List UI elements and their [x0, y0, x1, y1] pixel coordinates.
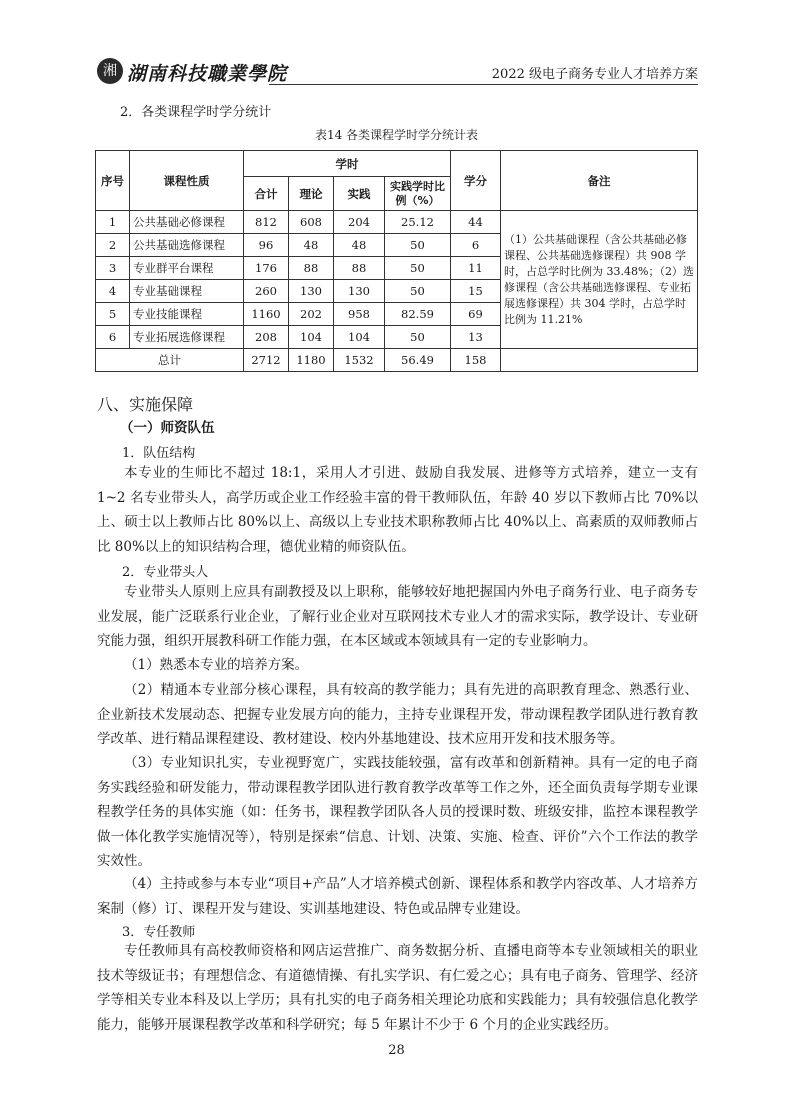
cell-no: 5	[96, 303, 130, 326]
cell-practice: 130	[334, 280, 385, 303]
header-divider	[269, 84, 698, 85]
cell-remark: （1）公共基础课程（含公共基础必修课程、公共基础选修课程）共 908 学时，占总学时比例为 33.48%；（2）选修课程（含公共基础选修课程、专业拓展选修课程）共 304 学时，占总学时比例为 11.21%	[501, 211, 698, 349]
paragraph: 专业带头人原则上应具有副教授及以上职称，能够较好地把握国内外电子商务行业、电子商务专业发展，能广泛联系行业企业，了解行业企业对互联网技术专业人才的需求实际，教学设计、专业研究能力强，组织开展教科研工作能力强，在本区域或本领域具有一定的专业影响力。	[97, 584, 698, 649]
col-header-remark: 备注	[501, 151, 698, 211]
cell-ratio: 50	[385, 326, 451, 349]
paragraph: （4）主持或参与本专业“项目+产品”人才培养模式创新、课程体系和教学内容改革、人才培养方案制（修）订、课程开发与建设、实训基地建设、特色或品牌专业建设。	[97, 876, 698, 917]
cell-ratio: 25.12	[385, 211, 451, 234]
cell-credit: 11	[451, 257, 501, 280]
col-header-total: 合计	[244, 177, 289, 211]
cell-credit: 44	[451, 211, 501, 234]
document-title: 2022 级电子商务专业人才培养方案	[491, 67, 698, 82]
cell-empty	[501, 349, 698, 372]
cell-type: 专业技能课程	[130, 303, 244, 326]
cell-no: 6	[96, 326, 130, 349]
cell-total: 208	[244, 326, 289, 349]
cell-total: 96	[244, 234, 289, 257]
item-heading-leader: 2．专业带头人	[122, 565, 209, 580]
paragraph: 专任教师具有高校教师资格和网店运营推广、商务数据分析、直播电商等本专业领域相关的职业技术等级证书；有理想信念、有道德情操、有扎实学识、有仁爱之心；具有电子商务、管理学、经济学等相关专业本科及以上学历；具有扎实的电子商务相关理论功底和实践能力；具有较强信息化教学能力，能够开展课程教学改革和科学研究；每 5 年累计不少于 6 个月的企业实践经历。	[97, 943, 698, 1033]
cell-no: 1	[96, 211, 130, 234]
cell-theory: 104	[289, 326, 334, 349]
col-header-type: 课程性质	[130, 151, 244, 211]
cell-total: 1160	[244, 303, 289, 326]
cell-credit: 158	[451, 349, 501, 372]
cell-ratio: 50	[385, 280, 451, 303]
table-caption: 表14 各类课程学时学分统计表	[314, 128, 479, 142]
course-hours-table	[95, 150, 698, 372]
paragraph: 本专业的生师比不超过 18:1，采用人才引进、鼓励自我发展、进修等方式培养，建立一支有 1~2 名专业带头人，高学历或企业工作经验丰富的骨干教师队伍，年龄 40 岁以下教师占比 70%以上、硕士以上教师占比 80%以上、高级以上专业技术职称教师占比 40%以上、高素质的双师教师占比 80%以上的知识结构合理，德优业精的师资队伍。	[97, 465, 698, 555]
cell-theory: 48	[289, 234, 334, 257]
cell-theory: 608	[289, 211, 334, 234]
cell-type: 专业拓展选修课程	[130, 326, 244, 349]
item-heading-team-structure: 1．队伍结构	[122, 446, 196, 461]
cell-ratio: 50	[385, 234, 451, 257]
paragraph: （2）精通本专业部分核心课程，具有较高的教学能力；具有先进的高职教育理念、熟悉行业、企业新技术发展动态、把握专业发展方向的能力，主持专业课程开发，带动课程教学团队进行教育教学改革、进行精品课程建设、教材建设、校内外基地建设、技术应用开发和技术服务等。	[97, 682, 698, 747]
cell-no: 3	[96, 257, 130, 280]
table-row	[96, 211, 698, 234]
cell-ratio: 56.49	[385, 349, 451, 372]
cell-practice: 88	[334, 257, 385, 280]
section-heading-course-stats: 2．各类课程学时学分统计	[120, 105, 272, 120]
col-header-practice: 实践	[334, 177, 385, 211]
page-header	[97, 58, 698, 86]
cell-total: 812	[244, 211, 289, 234]
cell-total: 260	[244, 280, 289, 303]
cell-practice: 204	[334, 211, 385, 234]
cell-credit: 6	[451, 234, 501, 257]
college-logo-icon: 湘	[97, 58, 123, 84]
paragraph: （1）熟悉本专业的培养方案。	[124, 657, 309, 673]
paragraph: （3）专业知识扎实，专业视野宽广，实践技能较强，富有改革和创新精神。具有一定的电子商务实践经验和研发能力，带动课程教学团队进行教育教学改革等工作之外，还全面负责每学期专业课程教学任务的具体实施（如：任务书，课程教学团队各人员的授课时数、班级安排，监控本课程教学做一体化教学实施情况等），特别是探索“信息、计划、决策、实施、检查、评价”六个工作法的教学实效性。	[97, 755, 698, 869]
col-header-hours: 学时	[244, 151, 451, 177]
cell-ratio: 82.59	[385, 303, 451, 326]
cell-practice: 958	[334, 303, 385, 326]
cell-theory: 88	[289, 257, 334, 280]
item-heading-teachers: 3．专任教师	[122, 925, 196, 940]
cell-theory: 130	[289, 280, 334, 303]
chapter-heading: 八、实施保障	[97, 395, 194, 414]
college-logo-text: 湖南科技職業學院	[127, 63, 288, 85]
cell-credit: 13	[451, 326, 501, 349]
cell-ratio: 50	[385, 257, 451, 280]
cell-type: 专业群平台课程	[130, 257, 244, 280]
cell-total: 2712	[244, 349, 289, 372]
cell-credit: 69	[451, 303, 501, 326]
cell-no: 4	[96, 280, 130, 303]
cell-type: 公共基础选修课程	[130, 234, 244, 257]
table-total-row	[96, 349, 698, 372]
cell-type: 专业基础课程	[130, 280, 244, 303]
col-header-credit: 学分	[451, 151, 501, 211]
cell-practice: 48	[334, 234, 385, 257]
subsection-heading: （一）师资队伍	[120, 420, 215, 436]
cell-credit: 15	[451, 280, 501, 303]
page-number: 28	[388, 1043, 405, 1058]
col-header-no: 序号	[96, 151, 130, 211]
cell-total: 176	[244, 257, 289, 280]
cell-practice: 104	[334, 326, 385, 349]
cell-no: 2	[96, 234, 130, 257]
cell-theory: 1180	[289, 349, 334, 372]
cell-total-label: 总计	[96, 349, 244, 372]
cell-type: 公共基础必修课程	[130, 211, 244, 234]
cell-theory: 202	[289, 303, 334, 326]
col-header-ratio: 实践学时比例（%）	[385, 177, 451, 211]
col-header-theory: 理论	[289, 177, 334, 211]
cell-practice: 1532	[334, 349, 385, 372]
